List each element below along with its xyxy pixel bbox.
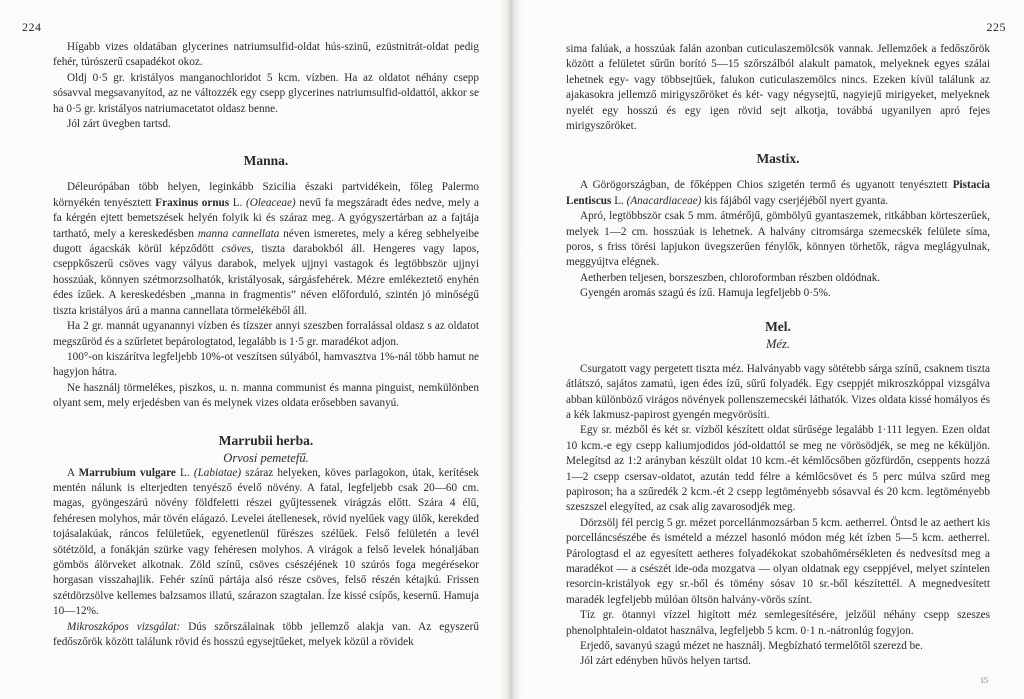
right-page-column [566,42,990,670]
left-page-column [53,40,479,650]
mastix-description: A Görögországban, de főképpen Chios szigetén termő és ugyanott tenyésztett Pistacia Lentiscus L. (Anacardiaceae) kis fájából vagy cserjéjéből nyert gyanta. [566,179,990,207]
marrubii-microscopy: Mikroszkópos vizsgálat: Dús szőrszálainak több jellemző alakja van. Az egyszerű fedőszőrök között találunk rövid és hosszú egysejtűeket, melyek közül a rövidek [53,620,479,648]
mastix-species: Pistacia Lentiscus [566,179,990,207]
mastix-heading: Mastix. [756,151,800,167]
manna-heading: Manna. [243,153,289,169]
intro-paragraph: Oldj 0·5 gr. kristályos manganochloridot 5 kcm. vízben. Ha az oldatot néhány csepp sósavval megsavanyítod, az ne változzék egy csepp glycerines natriumsulfid-oldattól, akkor se ha 0·5 gr. kristályos natriumacetatot oldasz benne. [53,71,479,115]
intro-paragraph: Hígabb vizes oldatában glycerines natriumsulfid-oldat hús-szinű, ezüstnitrát-oldat pedig fehér, túrószerű csapadékot okoz. [53,41,479,69]
marrubii-species: Marrubium vulgare [78,466,176,479]
mel-paragraph: Egy sr. mézből és két sr. vízből készített oldat sűrűsége legalább 1·111 legyen. Ezen oldat 10 kcm.-e egy csepp kaliumjodidos jód-oldattól se meg ne vörösödjék, se meg ne kéküljön. Melegítsd az 1:2 arányban készült oldat 10 kcm.-ét kémlőcsőben gőzfürdőn, cseppents hozzá 1—2 csepp csersav-oldatot, azután tedd félre a kémlőcsövet és 5 perc múlva szűrd meg papiroson; ha a szűredék 2 kcm.-ét 2 csepp legtöményebb sósavval és 20 kcm. legtöményebb szeszszel elegyíted, az csak alig zavarosodjék meg. [566,424,990,514]
mastix-paragraph: Gyengén aromás szagú és ízű. Hamuja legfeljebb 0·5%. [580,287,831,300]
footer-mark: 15 [980,676,988,685]
manna-test: Ha 2 gr. mannát ugyanannyi vízben és tízszer annyi szeszben forralással oldasz s az oldatot megszűröd és a szűrletet bepárologtatod, legalább is 1·5 gr. maradékot adjon. [53,320,479,348]
mel-paragraph: Jól zárt edényben hűvös helyen tartsd. [580,655,751,668]
mel-paragraph: Dörzsölj fél percig 5 gr. mézet porcellánmozsárban 5 kcm. aetherrel. Öntsd le az aethert kis porcelláncsészébe és ismételd a mézzel hasonló módon még két ízben 5—5 kcm. aetherrel. Párologtasd el az egyesített aetheres folyadékokat szobahőmérsékleten és nedvesítsd meg a maradékot — a csészét ide-oda mozgatva — olyan oldatnak egy cseppjével, melyet színtelen resorcin-kristályok egy sr.-ből és tömény sósav 10 sr.-ből készítettél. A megnedvesített maradék legfeljebb múlóan öltsön halvány-vörös színt. [566,516,990,606]
manna-form: csöves, [221,243,254,256]
mel-paragraph: Erjedő, savanyú szagú mézet ne használj. Megbízható termelőtől szerezd be. [580,640,923,652]
marrubii-family: (Labiatae) [193,466,242,479]
right-page [522,0,1024,699]
mel-heading: Mel. [765,318,791,334]
continuation-paragraph: sima falúak, a hosszúak falán azonban cuticulaszemölcsök vannak. Jellemzőek a fedőszőrök között a felületet sűrűn borító 5—15 szőrszálból alakult pamatok, melyeknek egyes szálai lehetnek egy- vagy többsejtűek, falukon cuticulaszemölcs nincs. Ezeken kívül találunk az ajakasokra jellemző mirigyszőröket és két- vagy négysejtű, nagyiejű mirigyeket, melyeknek nyelét egy hosszú és egy igen rövid sejt alkotja, továbbá ugyanilyen apró fejes mirigyszőröket. [566,43,990,133]
manna-variety: manna cannellata [197,227,280,240]
page-number-left: 224 [22,20,42,34]
mel-paragraph: Csurgatott vagy pergetett tiszta méz. Halványabb vagy sötétebb sárga színű, csaknem tiszta átlátszó, sajátos zamatú, igen édes ízű, sűrű folyadék. Egy cseppjét mikroszkóppal vizsgálva abban különböző virágos növények pollenszemecskéi láthatók. Vizes oldata kissé homályos és a kék lakmusz-papirost gyengén megvörösíti. [566,362,990,421]
marrubii-subheading: Orvosi pemetefű. [223,450,309,465]
manna-test: 100°-on kiszárítva legfeljebb 10%-ot veszítsen súlyából, hamvasztva 1%-nál több hamut ne hagyjon hátra. [53,350,479,379]
manna-description: Déleurópában több helyen, leginkább Szicilia északi partvidékein, főleg Palermo környékén tenyésztett Fraxinus ornus L. (Oleaceae) nevű fa megszáradt édes nedve, mely a fa kérgén ejtett bemetszések helyén folyik ki és száraz meg. A gyógyszertárban az a fajtája tartható, mely a kereskedésben manna cannellata néven ismeretes, mely a kéreg sebhelyeibe dugott ágacskák körül képződött csöves, tiszta darabokból áll. Hengeres vagy lapos, cseppkőszerű csöves vagy vályus darabok, melyek ujjnyi vastagok és legtöbbször ujjnyi hosszúak, könnyen szétmorzsolhatók, kristályosak, sárgásfehérek. Mézre emlékeztető enyhén édes ízűek. A kereskedésben „manna in fragmentis” néven előforduló, szintén jó minőségű tiszta kristályos árú a manna cannellata törmelékéből áll. [53,181,479,317]
mel-paragraph: Tíz gr. ötannyi vízzel higított méz semlegesítésére, jelzőül néhány csepp szeszes phenolphtalein-oldatot használva, legfeljebb 5 kcm. 0·1 n.-nátronlúg fogyjon. [566,609,990,637]
mastix-paragraph: Apró, legtöbbször csak 5 mm. átmérőjű, gömbölyű gyantaszemek, ritkábban körteszerűek, melyek 1—2 cm. hosszúak is lehetnek. A halvány citromsárga szemecskék felülete síma, poros, s friss törési lapjukon üvegszerűen fénylők, könnyen törhetők, rágva meglágyulnak, meggyújtva elégnek. [566,210,990,269]
book-gutter [500,0,522,699]
microscopy-label: Mikroszkópos vizsgálat: [67,620,181,633]
intro-paragraph: Jól zárt üvegben tartsd. [67,118,171,131]
mastix-paragraph: Aetherben teljesen, borszeszben, chloroformban részben oldódnak. [580,271,881,284]
marrubii-description: A Marrubium vulgare L. (Labiatae) száraz helyeken, köves parlagokon, útak, kerítések mentén nálunk is elterjedten tenyésző évelő növény. A fatal, legfeljebb csak 20—60 cm. magas, gyöngeszárú növény földfeletti részei gyűjtessenek virágzás előtt. Szára 4 élű, fehéresen molyhos, már tövén elágazó. Levelei átellenesek, rövid nyelűek vagy ülők, kerekded tojásalakúak, ráncos felületűek, egyenetlenül fűrészes szélűek. Felső felületén a levél sötétzöld, a fonákján szürke vagy fehéresen molyhos. A virágok a felső levelek hónaljában gömbös álörveket alkotnak. Zöld színű, csöves csészéjének 10 szúrós foga megérésekor horgasan visszahajlik. Fehér színű pártája alsó része csöves, felső részén kétajkú. Frissen szétdörzsölve kellemes balzsamos illatú, szárazon szagtalan. Íze kissé csípős, kesernű. Hamuja 10—12%. [53,466,479,618]
manna-warning: Ne használj törmelékes, piszkos, u. n. manna communist és manna pinguist, nemkülönben olyant sem, mely erjedésben van és melynek vizes oldata erősebben savanyú. [53,381,479,410]
mel-subheading: Méz. [766,336,790,351]
mastix-family: (Anacardiaceae) [626,194,702,207]
manna-species: Fraxinus ornus [155,196,230,209]
manna-family: (Oleaceae) [245,196,296,209]
left-page [0,0,500,699]
page-number-right: 225 [986,20,1006,34]
marrubii-heading: Marrubii herba. [218,432,314,448]
